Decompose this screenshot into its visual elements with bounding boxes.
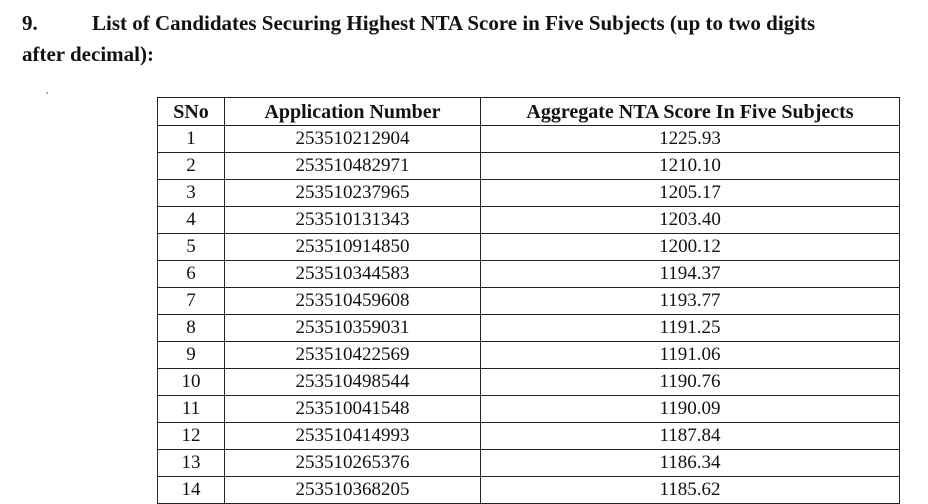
cell-sno: 13	[158, 450, 225, 477]
cell-application-number: 253510414993	[225, 423, 481, 450]
cell-score: 1194.37	[481, 261, 900, 288]
cell-sno: 2	[158, 153, 225, 180]
cell-score: 1225.93	[481, 126, 900, 153]
cell-score: 1190.09	[481, 396, 900, 423]
cell-application-number: 253510498544	[225, 369, 481, 396]
heading-line-2: after decimal):	[22, 42, 154, 66]
cell-score: 1193.77	[481, 288, 900, 315]
cell-sno: 12	[158, 423, 225, 450]
table-row	[158, 450, 900, 477]
header-aggregate-score: Aggregate NTA Score In Five Subjects	[481, 98, 900, 126]
cell-sno: 4	[158, 207, 225, 234]
cell-score: 1200.12	[481, 234, 900, 261]
cell-score: 1205.17	[481, 180, 900, 207]
cell-application-number: 253510459608	[225, 288, 481, 315]
cell-score: 1203.40	[481, 207, 900, 234]
table-row	[158, 180, 900, 207]
cell-application-number: 253510265376	[225, 450, 481, 477]
cell-sno: 8	[158, 315, 225, 342]
header-sno: SNo	[158, 98, 225, 126]
table-row	[158, 153, 900, 180]
cell-sno: 7	[158, 288, 225, 315]
cell-application-number: 253510344583	[225, 261, 481, 288]
table-row	[158, 126, 900, 153]
table-row	[158, 396, 900, 423]
section-heading	[22, 8, 902, 70]
cell-sno: 9	[158, 342, 225, 369]
table-row	[158, 477, 900, 504]
table-row	[158, 315, 900, 342]
scan-speck	[46, 92, 48, 94]
table-row	[158, 234, 900, 261]
cell-score: 1187.84	[481, 423, 900, 450]
section-number: 9.	[22, 11, 38, 35]
table-row	[158, 207, 900, 234]
cell-sno: 11	[158, 396, 225, 423]
cell-score: 1191.25	[481, 315, 900, 342]
table-row	[158, 423, 900, 450]
cell-score: 1210.10	[481, 153, 900, 180]
table-header-row	[158, 98, 900, 126]
cell-application-number: 253510359031	[225, 315, 481, 342]
cell-application-number: 253510212904	[225, 126, 481, 153]
header-application-number: Application Number	[225, 98, 481, 126]
cell-application-number: 253510041548	[225, 396, 481, 423]
heading-line-1	[22, 8, 902, 39]
cell-application-number: 253510368205	[225, 477, 481, 504]
cell-score: 1190.76	[481, 369, 900, 396]
cell-application-number: 253510914850	[225, 234, 481, 261]
table-row	[158, 288, 900, 315]
cell-application-number: 253510422569	[225, 342, 481, 369]
table-row	[158, 369, 900, 396]
cell-application-number: 253510482971	[225, 153, 481, 180]
cell-score: 1186.34	[481, 450, 900, 477]
cell-sno: 1	[158, 126, 225, 153]
top-scorers-table	[157, 97, 900, 504]
table-row	[158, 261, 900, 288]
cell-application-number: 253510131343	[225, 207, 481, 234]
cell-sno: 14	[158, 477, 225, 504]
cell-score: 1185.62	[481, 477, 900, 504]
cell-sno: 10	[158, 369, 225, 396]
cell-sno: 5	[158, 234, 225, 261]
table-row	[158, 342, 900, 369]
cell-score: 1191.06	[481, 342, 900, 369]
cell-sno: 3	[158, 180, 225, 207]
cell-sno: 6	[158, 261, 225, 288]
section-title: List of Candidates Securing Highest NTA Score in Five Subjects (up to two digits	[92, 11, 816, 35]
cell-application-number: 253510237965	[225, 180, 481, 207]
